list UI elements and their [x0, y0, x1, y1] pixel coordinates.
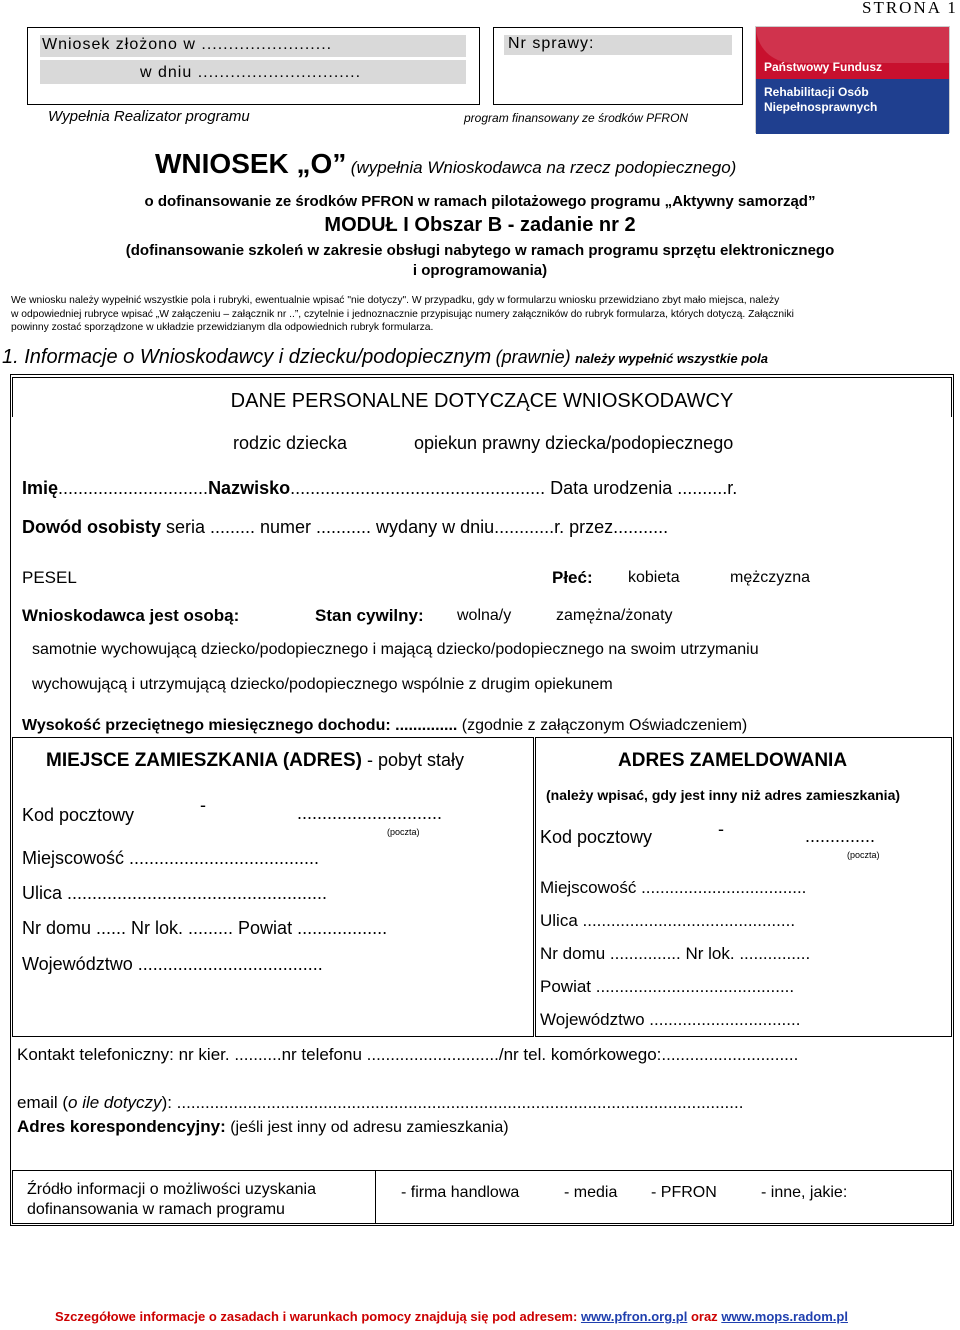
option-parent[interactable]: rodzic dziecka	[233, 433, 348, 453]
instructions-line2: w odpowiedniej rubryce wpisać „W załączeniu – załącznik nr ..”, czytelnie i jednoznacznie przypisując numery załączników do rubryk formularza, których dotyczą. Załączniki	[11, 309, 794, 320]
pfron-logo	[755, 26, 950, 133]
logo-line2: Rehabilitacji Osób	[764, 85, 869, 99]
source-divider	[375, 1170, 376, 1224]
reg-county[interactable]: Powiat ..........................................	[540, 977, 795, 996]
case-number-box	[493, 27, 743, 105]
address-perm-title: MIEJSCE ZAMIESZKANIA (ADRES) - pobyt stały	[46, 750, 465, 771]
section1-heading-text: 1. Informacje o Wnioskodawcy i dziecku/podopiecznym	[2, 346, 492, 368]
source-label-2: dofinansowania w ramach programu	[27, 1201, 285, 1218]
reg-postal-label: Kod pocztowy	[540, 827, 653, 847]
perm-postal-dots[interactable]: .............................	[297, 803, 443, 823]
id-row[interactable]: Dowód osobisty seria ......... numer ........... wydany w dniu............r. przez...........	[22, 517, 669, 537]
filled-by-realizer: Wypełnia Realizator programu	[48, 108, 250, 125]
address-reg-note: (należy wpisać, gdy jest inny niż adres zamieszkania)	[546, 787, 901, 803]
form-title-note: (wypełnia Wnioskodawca na rzecz podopiecznego)	[350, 158, 737, 177]
source-opt-other[interactable]: - inne, jakie:	[761, 1184, 848, 1201]
section1-heading-note: należy wypełnić wszystkie pola	[575, 351, 768, 366]
source-opt-pfron[interactable]: - PFRON	[651, 1184, 717, 1201]
instructions-line1: We wniosku należy wypełnić wszystkie pola i rubryki, ewentualnie wpisać "nie dotyczy". W przypadku, gdy w formularzu wniosku przewidziano zbyt mało miejsca, należy	[11, 295, 780, 306]
title-line4a: (dofinansowanie szkoleń w zakresie obsługi nabytego w ramach programu sprzętu elektronicznego	[125, 242, 835, 259]
logo-line3: Niepełnosprawnych	[764, 100, 878, 114]
perm-voiv[interactable]: Województwo .....................................	[22, 954, 323, 974]
address-reg-title: ADRES ZAMELDOWANIA	[618, 750, 848, 771]
title-module: MODUŁ I Obszar B - zadanie nr 2	[324, 214, 636, 236]
applicant-is-label: Wnioskodawca jest osobą:	[22, 606, 240, 625]
marital-label: Stan cywilny:	[315, 606, 424, 625]
correspondence-address[interactable]: Adres korespondencyjny: (jeśli jest inny od adresu zamieszkania)	[17, 1117, 509, 1136]
perm-house[interactable]: Nr domu ...... Nr lok. ......... Powiat ..................	[22, 918, 388, 938]
perm-postal-dash[interactable]: -	[200, 795, 206, 815]
reg-voiv[interactable]: Województwo ................................	[540, 1010, 801, 1029]
title-line2: o dofinansowanie ze środków PFRON w ramach pilotażowego programu „Aktywny samorząd”	[144, 193, 816, 210]
received-line1[interactable]: Wniosek złożono w ........................	[40, 35, 466, 57]
perm-city[interactable]: Miejscowość ......................................	[22, 848, 320, 868]
section1-heading-paren: (prawnie)	[495, 347, 571, 367]
source-opt-media[interactable]: - media	[564, 1184, 618, 1201]
case-number-field[interactable]: Nr sprawy:	[504, 35, 732, 55]
received-box	[27, 27, 480, 105]
footer-link-mops[interactable]: www.mops.radom.pl	[721, 1309, 848, 1324]
reg-city[interactable]: Miejscowość ...................................	[540, 878, 807, 897]
reg-postal-dash[interactable]: -	[718, 819, 724, 839]
instructions-line3: powinny zostać sporządzone w układzie przewidzianym dla odpowiednich rubryk formularza.	[11, 322, 434, 333]
perm-postal-note: (poczta)	[387, 827, 420, 837]
logo-line1: Państwowy Fundusz	[764, 60, 883, 74]
perm-street[interactable]: Ulica ....................................................	[22, 883, 328, 903]
reg-street[interactable]: Ulica .............................................	[540, 911, 796, 930]
received-line2[interactable]: w dniu ..............................	[40, 60, 466, 84]
reg-postal-dots[interactable]: ..............	[805, 826, 876, 846]
financed-note: program finansowany ze środków PFRON	[464, 111, 689, 125]
name-row[interactable]: Imię..............................Nazwisko................................................... Data urodzenia ..........r.	[22, 478, 738, 498]
income-row[interactable]: Wysokość przeciętnego miesięcznego dochodu: .............. (zgodnie z załączonym Oświadczeniem)	[22, 717, 748, 734]
pesel-label[interactable]: PESEL	[22, 568, 77, 587]
contact-email[interactable]: email (o ile dotyczy): ........................................................................................................................	[17, 1093, 744, 1112]
single-parent-option[interactable]: samotnie wychowującą dziecko/podopiecznego i mającą dziecko/podopiecznego na swoim utrzymaniu	[32, 641, 759, 658]
footer-link-pfron[interactable]: www.pfron.org.pl	[580, 1309, 688, 1324]
reg-postal-note: (poczta)	[847, 850, 880, 860]
section1-heading	[2, 346, 768, 369]
source-opt-firm[interactable]: - firma handlowa	[401, 1184, 520, 1201]
marital-single[interactable]: wolna/y	[457, 607, 512, 624]
footer-info: Szczegółowe informacje o zasadach i warunkach pomocy znajdują się pod adresem: www.pfron.org.pl oraz www.mops.radom.pl	[55, 1309, 848, 1324]
source-label-1: Źródło informacji o możliwości uzyskania	[27, 1181, 316, 1198]
joint-parent-option[interactable]: wychowującą i utrzymującą dziecko/podopiecznego wspólnie z drugim opiekunem	[32, 676, 613, 693]
form-title-main: WNIOSEK „O”	[155, 148, 347, 179]
sex-female[interactable]: kobieta	[628, 569, 680, 586]
option-guardian[interactable]: opiekun prawny dziecka/podopiecznego	[414, 433, 734, 453]
reg-house[interactable]: Nr domu ............... Nr lok. ...............	[540, 944, 811, 963]
contact-phone[interactable]: Kontakt telefoniczny: nr kier. ..........nr telefonu ............................/nr tel. komórkowego:.............................	[17, 1045, 799, 1064]
perm-postal-label: Kod pocztowy	[22, 805, 135, 825]
personal-title: DANE PERSONALNE DOTYCZĄCE WNIOSKODAWCY	[230, 390, 734, 412]
page-marker: STRONA 1	[862, 0, 958, 17]
marital-married[interactable]: zamężna/żonaty	[556, 607, 673, 624]
title-line4b: i oprogramowania)	[412, 262, 548, 279]
form-title	[155, 148, 736, 180]
sex-male[interactable]: mężczyzna	[730, 569, 811, 586]
sex-label: Płeć:	[552, 568, 593, 587]
